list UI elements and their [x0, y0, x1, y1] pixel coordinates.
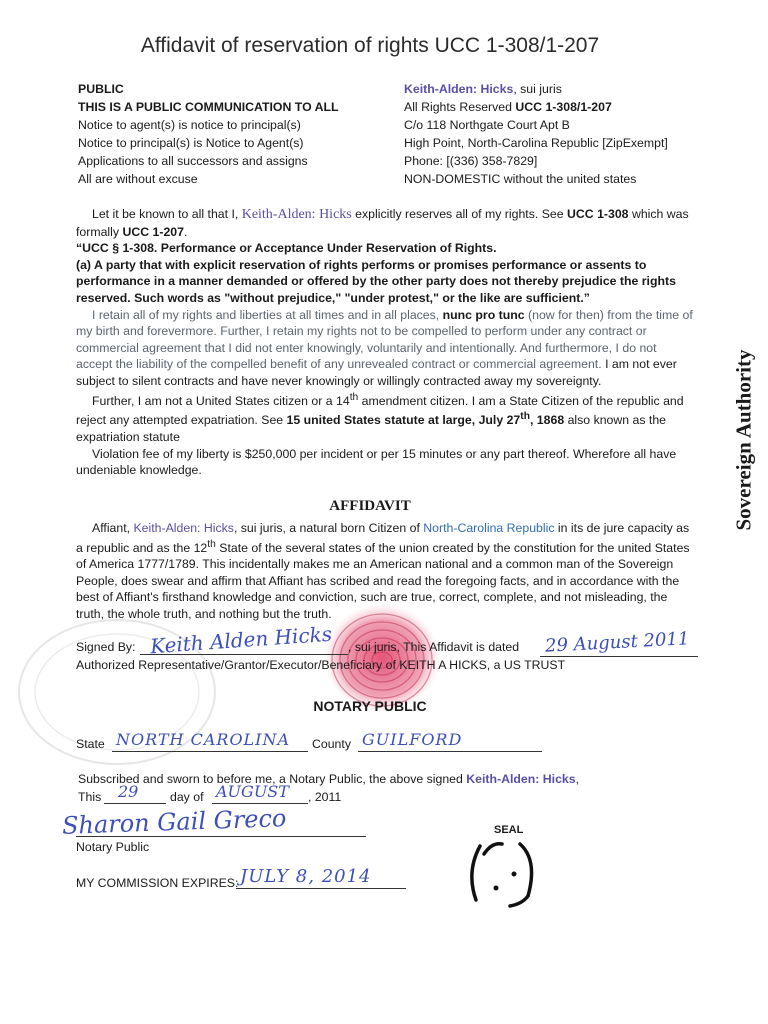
aff-text-d: State of the several states of the union created by the constitution for the united States of America 1777/1789. This incidentally makes me an American national and a common man of the Sovereign People, does swear and affirm that Affiant has scribed and read the foregoing facts, and in accordance with the best of Affiant's firsthand knowledge and conviction, such are true, correct, complete, and not misleading, the truth, the whole truth, and nothing but the truth. — [76, 540, 690, 622]
header-name-line — [404, 80, 724, 98]
notary-signature-underline — [76, 836, 366, 837]
p1-text-a: Let it be known to all that I, — [92, 207, 242, 221]
body-text — [76, 206, 694, 479]
p2-gray-b: (now for then) from the time of my birth and forevermore. Further, I retain my rights not to be compelled to perform under any contract or commercial agreement that I did not enter knowingly, voluntarily and intentionally. And furthermore, I do not accept the liability of the compelled benefit of any unrevealed contract or commercial agreement. — [76, 307, 693, 372]
notice-principal-line: Notice to principal(s) is Notice to Agent(s) — [78, 136, 304, 150]
p3-text-a: Further, I am not a United States citizen or a 14 — [92, 393, 350, 408]
non-domestic-line: NON-DOMESTIC without the united states — [404, 172, 637, 186]
commission-label: MY COMMISSION EXPIRES: — [76, 876, 239, 890]
header-name-suffix: , sui juris — [513, 82, 562, 96]
ucc-quote-heading: “UCC § 1-308. Performance or Acceptance Under Reservation of Rights. — [76, 241, 497, 256]
p2-black: I am not ever subject to silent contracts and have never knowingly or willingly contracted away my sovereignty. — [76, 357, 677, 388]
document-title: Affidavit of reservation of rights UCC 1-308/1-207 — [140, 34, 600, 57]
paragraph-citizenship — [76, 390, 694, 446]
aff-text-c: in its de jure capacity as a republic and as the 12 — [76, 521, 690, 555]
handwritten-date: 29 August 2011 — [544, 628, 690, 657]
seal-label: SEAL — [494, 824, 524, 836]
public-label: PUBLIC — [78, 82, 124, 96]
header-right-block — [404, 80, 724, 188]
p1-code2: UCC 1-207 — [122, 224, 184, 239]
notary-public-label: Notary Public — [76, 840, 150, 854]
aff-text-a: Affiant, — [92, 521, 134, 535]
aff-sup: th — [207, 538, 216, 550]
paragraph-violation-fee: Violation fee of my liberty is $250,000 per incident or per 15 minutes or any part thereof. Wherefore all have undeniable knowledge. — [76, 446, 677, 478]
header-name: Keith-Alden: Hicks — [404, 82, 514, 96]
side-text-label: Sovereign Authority — [731, 349, 756, 531]
state-label: State — [76, 737, 105, 751]
year-text: , 2011 — [308, 790, 342, 804]
p1-text-d: . — [183, 224, 188, 239]
address-line-2: High Point, North-Carolina Republic [ZipExempt] — [404, 136, 668, 150]
p1-name: Keith-Alden: Hicks — [241, 207, 352, 222]
rights-reserved-text: All Rights Reserved — [404, 100, 516, 114]
state-handwritten: NORTH CAROLINA — [116, 730, 291, 749]
rights-reserved-line — [404, 98, 724, 116]
notary-heading: NOTARY PUBLIC — [313, 698, 427, 714]
p2-gray-a: I retain all of my rights and liberties at all times and in all places, — [92, 307, 443, 322]
p3-statute-sup: th — [520, 411, 530, 423]
p3-statute-year: , 1868 — [529, 413, 565, 428]
without-excuse-line: All are without excuse — [78, 172, 198, 186]
date-underline — [540, 656, 698, 657]
phone-line: Phone: [(336) 358-7829] — [404, 154, 538, 168]
applicant-signature: Keith Alden Hicks — [149, 621, 333, 659]
header-left-block — [78, 80, 378, 188]
subscribed-text: Subscribed and sworn to before me, a Notary Public, the above signed — [78, 772, 467, 786]
signed-by-label: Signed By: — [76, 640, 136, 654]
month-underline — [212, 803, 308, 804]
county-label: County — [312, 737, 351, 751]
p3-sup: th — [349, 391, 359, 403]
notary-signature: Sharon Gail Greco — [61, 804, 287, 840]
day-of-label: day of — [170, 790, 204, 804]
month-handwritten: AUGUST — [216, 782, 289, 801]
subscribed-name: Keith-Alden: Hicks — [466, 772, 576, 786]
p1-code: UCC 1-308 — [567, 207, 629, 221]
applications-line: Applications to all successors and assigns — [78, 154, 308, 168]
address-line-1: C/o 118 Northgate Court Apt B — [404, 118, 570, 132]
p1-text-c: which was formally — [76, 207, 689, 239]
p1-text-b: explicitly reserves all of my rights. See — [351, 207, 568, 221]
aff-republic: North-Carolina Republic — [423, 521, 555, 535]
day-handwritten: 29 — [118, 782, 139, 801]
aff-name: Keith-Alden: Hicks — [133, 521, 234, 535]
paragraph-retain-rights — [76, 307, 694, 390]
county-underline — [358, 751, 542, 752]
state-underline — [112, 751, 308, 752]
sui-juris-dated-text: , sui juris, This Affidavit is dated — [348, 640, 520, 654]
p2-nunc-pro-tunc: nunc pro tunc — [442, 307, 525, 322]
commission-handwritten: JULY 8, 2014 — [240, 866, 372, 887]
sovereign-authority-side-text — [724, 310, 764, 570]
this-label: This — [78, 790, 102, 804]
p3-statute: 15 united States statute at large, July 27 — [286, 413, 521, 428]
commission-underline — [236, 888, 406, 889]
notice-agent-line: Notice to agent(s) is notice to principal(s) — [78, 118, 301, 132]
ucc-quote-text: (a) A party that with explicit reservation of rights performs or promises performance or assents to performance in a manner demanded or offered by the other party does not thereby prejudice the rights reserved. Such words as "without prejudice," "under protest," or the like are sufficient.” — [76, 257, 676, 305]
authorized-representative-line: Authorized Representative/Grantor/Executor/Beneficiary of KEITH A HICKS, a US TRUST — [76, 658, 566, 672]
p3-text-b: amendment citizen. I am a State Citizen of the republic and reject any attempted expatriation. See — [76, 393, 684, 428]
subscribed-comma: , — [575, 772, 580, 786]
day-underline — [104, 803, 166, 804]
affidavit-heading: AFFIDAVIT — [329, 498, 411, 514]
p3-text-c: also known as the expatriation statute — [76, 413, 667, 444]
county-handwritten: GUILFORD — [362, 730, 463, 749]
aff-text-b: , sui juris, a natural born Citizen of — [233, 521, 424, 535]
rights-code: UCC 1-308/1-207 — [515, 100, 612, 114]
paragraph-reservation — [76, 206, 694, 240]
notary-stamp — [462, 824, 552, 920]
public-communication-label: THIS IS A PUBLIC COMMUNICATION TO ALL — [78, 100, 339, 114]
subscribed-line — [78, 772, 579, 786]
